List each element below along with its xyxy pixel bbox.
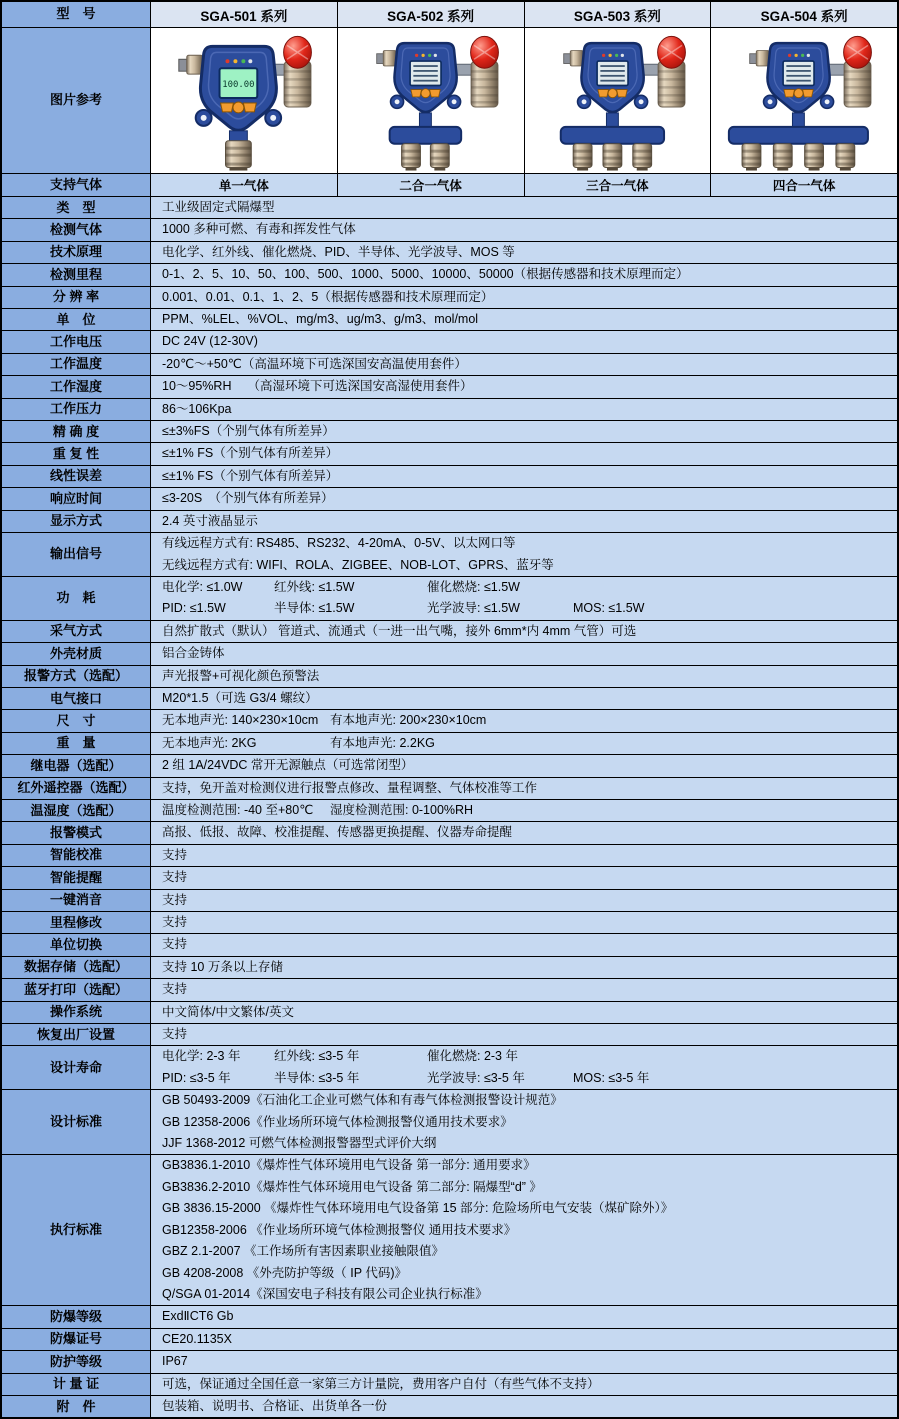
spec-value: 无本地声光: 2KG 有本地声光: 2.2KG bbox=[150, 733, 897, 754]
spec-row bbox=[2, 308, 897, 330]
spec-row bbox=[2, 754, 897, 776]
spec-row bbox=[2, 844, 897, 866]
spec-label: 采气方式 bbox=[2, 621, 150, 642]
spec-label: 检测气体 bbox=[2, 219, 150, 240]
spec-value: 10～95%RH （高湿环境下可选深国安高湿使用套件） bbox=[150, 376, 897, 397]
spec-value: DC 24V (12-30V) bbox=[150, 331, 897, 352]
spec-value: 86～106Kpa bbox=[150, 399, 897, 420]
product-image-sga-501-gas-detector-icon bbox=[150, 28, 337, 173]
product-image-sga-503-gas-detector-icon bbox=[524, 28, 711, 173]
header-model-sga-503: SGA-503 系列 bbox=[524, 2, 711, 27]
spec-value: -20℃～+50℃（高温环境下可选深国安高温使用套件） bbox=[150, 354, 897, 375]
image-row bbox=[2, 27, 897, 173]
spec-row bbox=[2, 866, 897, 888]
spec-value: 电化学、红外线、催化燃烧、PID、半导体、光学波导、MOS 等 bbox=[150, 242, 897, 263]
spec-value: 0-1、2、5、10、50、100、500、1000、5000、10000、50000（根据传感器和技术原理而定） bbox=[150, 264, 897, 285]
spec-row bbox=[2, 465, 897, 487]
spec-value: PPM、%LEL、%VOL、mg/m3、ug/m3、g/m3、mol/mol bbox=[150, 309, 897, 330]
spec-label: 响应时间 bbox=[2, 488, 150, 509]
spec-value: 0.001、0.01、0.1、1、2、5（根据传感器和技术原理而定） bbox=[150, 287, 897, 308]
spec-value: 支持 bbox=[150, 890, 897, 911]
spec-row bbox=[2, 889, 897, 911]
spec-value: 中文简体/中文繁体/英文 bbox=[150, 1002, 897, 1023]
spec-label: 报警方式（选配） bbox=[2, 666, 150, 687]
spec-value: 支持 bbox=[150, 912, 897, 933]
spec-label: 线性误差 bbox=[2, 466, 150, 487]
spec-label: 防爆证号 bbox=[2, 1329, 150, 1350]
supported-gas-sga-502: 二合一气体 bbox=[337, 174, 524, 196]
spec-row bbox=[2, 799, 897, 821]
spec-value: 工业级固定式隔爆型 bbox=[150, 197, 897, 218]
spec-row bbox=[2, 642, 897, 664]
spec-label: 恢复出厂设置 bbox=[2, 1024, 150, 1045]
spec-row bbox=[2, 330, 897, 352]
spec-value: 铝合金铸体 bbox=[150, 643, 897, 664]
header-model-sga-504: SGA-504 系列 bbox=[710, 2, 897, 27]
spec-row bbox=[2, 218, 897, 240]
spec-label: 里程修改 bbox=[2, 912, 150, 933]
svg-text:100.00: 100.00 bbox=[222, 80, 255, 91]
spec-row bbox=[2, 241, 897, 263]
spec-row bbox=[2, 732, 897, 754]
spec-label: 单 位 bbox=[2, 309, 150, 330]
spec-row bbox=[2, 1395, 897, 1417]
spec-label: 显示方式 bbox=[2, 511, 150, 532]
spec-rows-container bbox=[2, 196, 897, 1417]
spec-value: 高报、低报、故障、校准提醒、传感器更换提醒、仪器寿命提醒 bbox=[150, 822, 897, 843]
spec-label: 附 件 bbox=[2, 1396, 150, 1417]
spec-label: 尺 寸 bbox=[2, 710, 150, 731]
spec-row bbox=[2, 576, 897, 620]
spec-label: 单位切换 bbox=[2, 934, 150, 955]
spec-row bbox=[2, 398, 897, 420]
spec-label: 输出信号 bbox=[2, 533, 150, 576]
spec-row bbox=[2, 1089, 897, 1154]
spec-row bbox=[2, 1023, 897, 1045]
spec-label: 分 辨 率 bbox=[2, 287, 150, 308]
spec-row bbox=[2, 1045, 897, 1089]
spec-row bbox=[2, 420, 897, 442]
spec-label: 温湿度（选配） bbox=[2, 800, 150, 821]
spec-row bbox=[2, 196, 897, 218]
spec-label: 外壳材质 bbox=[2, 643, 150, 664]
spec-row bbox=[2, 956, 897, 978]
header-model-sga-501: SGA-501 系列 bbox=[150, 2, 337, 27]
spec-row bbox=[2, 353, 897, 375]
spec-value: GB 50493-2009《石油化工企业可燃气体和有毒气体检测报警设计规范》 GB 12358-2006《作业场所环境气体检测报警仪通用技术要求》 JJF 1368-2012 可燃气体检测报警器型式评价大纲 bbox=[150, 1090, 897, 1154]
spec-label: 工作压力 bbox=[2, 399, 150, 420]
spec-value: 支持，免开盖对检测仪进行报警点修改、量程调整、气体校准等工作 bbox=[150, 778, 897, 799]
spec-value: IP67 bbox=[150, 1351, 897, 1372]
spec-label: 设计标准 bbox=[2, 1090, 150, 1154]
supported-gas-sga-501: 单一气体 bbox=[150, 174, 337, 196]
spec-label: 精 确 度 bbox=[2, 421, 150, 442]
spec-label: 重 复 性 bbox=[2, 443, 150, 464]
spec-label: 技术原理 bbox=[2, 242, 150, 263]
spec-value: ≤±3%FS（个别气体有所差异） bbox=[150, 421, 897, 442]
spec-value: ≤±1% FS（个别气体有所差异） bbox=[150, 443, 897, 464]
spec-label: 数据存储（选配） bbox=[2, 957, 150, 978]
spec-value: 支持 bbox=[150, 979, 897, 1000]
spec-row bbox=[2, 263, 897, 285]
spec-value: ExdⅡCT6 Gb bbox=[150, 1306, 897, 1327]
spec-label: 工作温度 bbox=[2, 354, 150, 375]
spec-label: 电气接口 bbox=[2, 688, 150, 709]
spec-row bbox=[2, 709, 897, 731]
spec-value: 2 组 1A/24VDC 常开无源触点（可选常闭型） bbox=[150, 755, 897, 776]
spec-label: 防爆等级 bbox=[2, 1306, 150, 1327]
spec-value: 有线远程方式有: RS485、RS232、4-20mA、0-5V、以太网口等 无线远程方式有: WIFI、ROLA、ZIGBEE、NOB-LOT、GPRS、蓝牙等 bbox=[150, 533, 897, 576]
spec-label: 一键消音 bbox=[2, 890, 150, 911]
spec-row bbox=[2, 911, 897, 933]
spec-label: 智能校准 bbox=[2, 845, 150, 866]
spec-value: 无本地声光: 140×230×10cm 有本地声光: 200×230×10cm bbox=[150, 710, 897, 731]
spec-label: 类 型 bbox=[2, 197, 150, 218]
spec-value: M20*1.5（可选 G3/4 螺纹） bbox=[150, 688, 897, 709]
spec-value: 自然扩散式（默认） 管道式、流通式（一进一出气嘴，接外 6mm*内 4mm 气管）可选 bbox=[150, 621, 897, 642]
product-image-sga-504-gas-detector-icon bbox=[710, 28, 897, 173]
image-row-label: 图片参考 bbox=[2, 28, 150, 173]
spec-label: 工作电压 bbox=[2, 331, 150, 352]
spec-row bbox=[2, 821, 897, 843]
spec-label: 功 耗 bbox=[2, 577, 150, 620]
header-model-label: 型 号 bbox=[2, 2, 150, 27]
spec-value: CE20.1135X bbox=[150, 1329, 897, 1350]
spec-row bbox=[2, 687, 897, 709]
product-image-sga-502-gas-detector-icon bbox=[337, 28, 524, 173]
spec-row bbox=[2, 532, 897, 576]
spec-label: 继电器（选配） bbox=[2, 755, 150, 776]
spec-value: 支持 bbox=[150, 867, 897, 888]
spec-value: 支持 bbox=[150, 845, 897, 866]
spec-value: 支持 bbox=[150, 934, 897, 955]
spec-value: 1000 多种可燃、有毒和挥发性气体 bbox=[150, 219, 897, 240]
spec-label: 重 量 bbox=[2, 733, 150, 754]
spec-value: 电化学: 2-3 年 红外线: ≤3-5 年 催化燃烧: 2-3 年 PID: ≤3-5 年 半导体: ≤3-5 年 光学波导: ≤3-5 年 MOS: ≤3-5 年 bbox=[150, 1046, 897, 1089]
header-row bbox=[2, 2, 897, 27]
supported-gas-label: 支持气体 bbox=[2, 174, 150, 196]
spec-row bbox=[2, 442, 897, 464]
spec-row bbox=[2, 665, 897, 687]
spec-row bbox=[2, 1001, 897, 1023]
spec-row bbox=[2, 510, 897, 532]
spec-label: 报警模式 bbox=[2, 822, 150, 843]
spec-value: GB3836.1-2010《爆炸性气体环境用电气设备 第一部分: 通用要求》 GB3836.2-2010《爆炸性气体环境用电气设备 第二部分: 隔爆型“d” 》 GB 3836.15-2000 《爆炸性气体环境用电气设备第 15 部分: 危险场所电气安装（煤矿除外）》 GB12358-2006 《作业场所环境气体检测报警仪 通用技术要求》 GBZ 2.1-2007 《工作场所有害因素职业接触限值》 GB 4208-2008 《外壳防护等级（ IP 代码)》 Q/SGA 01-2014《深国安电子科技有限公司企业执行标准》 bbox=[150, 1155, 897, 1305]
spec-label: 检测里程 bbox=[2, 264, 150, 285]
spec-row bbox=[2, 978, 897, 1000]
spec-value: 支持 10 万条以上存储 bbox=[150, 957, 897, 978]
supported-gas-row bbox=[2, 173, 897, 196]
header-model-sga-502: SGA-502 系列 bbox=[337, 2, 524, 27]
spec-value: ≤3-20S （个别气体有所差异） bbox=[150, 488, 897, 509]
spec-value: 支持 bbox=[150, 1024, 897, 1045]
spec-row bbox=[2, 375, 897, 397]
spec-row bbox=[2, 1328, 897, 1350]
spec-value: 2.4 英寸液晶显示 bbox=[150, 511, 897, 532]
spec-label: 蓝牙打印（选配） bbox=[2, 979, 150, 1000]
spec-label: 操作系统 bbox=[2, 1002, 150, 1023]
spec-label: 计 量 证 bbox=[2, 1374, 150, 1395]
spec-row bbox=[2, 1305, 897, 1327]
spec-row bbox=[2, 1154, 897, 1305]
spec-label: 执行标准 bbox=[2, 1155, 150, 1305]
supported-gas-sga-503: 三合一气体 bbox=[524, 174, 711, 196]
spec-row bbox=[2, 777, 897, 799]
spec-label: 防护等级 bbox=[2, 1351, 150, 1372]
spec-row bbox=[2, 933, 897, 955]
spec-label: 智能提醒 bbox=[2, 867, 150, 888]
spec-value: 温度检测范围: -40 至+80℃ 湿度检测范围: 0-100%RH bbox=[150, 800, 897, 821]
spec-value: 电化学: ≤1.0W 红外线: ≤1.5W 催化燃烧: ≤1.5W PID: ≤1.5W 半导体: ≤1.5W 光学波导: ≤1.5W MOS: ≤1.5W bbox=[150, 577, 897, 620]
spec-value: ≤±1% FS（个别气体有所差异） bbox=[150, 466, 897, 487]
spec-label: 工作湿度 bbox=[2, 376, 150, 397]
spec-row bbox=[2, 487, 897, 509]
supported-gas-sga-504: 四合一气体 bbox=[710, 174, 897, 196]
spec-row bbox=[2, 1350, 897, 1372]
spec-row bbox=[2, 1373, 897, 1395]
spec-value: 可选，保证通过全国任意一家第三方计量院，费用客户自付（有些气体不支持） bbox=[150, 1374, 897, 1395]
spec-label: 红外遥控器（选配） bbox=[2, 778, 150, 799]
spec-label: 设计寿命 bbox=[2, 1046, 150, 1089]
spec-row bbox=[2, 620, 897, 642]
spec-value: 声光报警+可视化颜色预警法 bbox=[150, 666, 897, 687]
spec-row bbox=[2, 286, 897, 308]
spec-value: 包装箱、说明书、合格证、出货单各一份 bbox=[150, 1396, 897, 1417]
